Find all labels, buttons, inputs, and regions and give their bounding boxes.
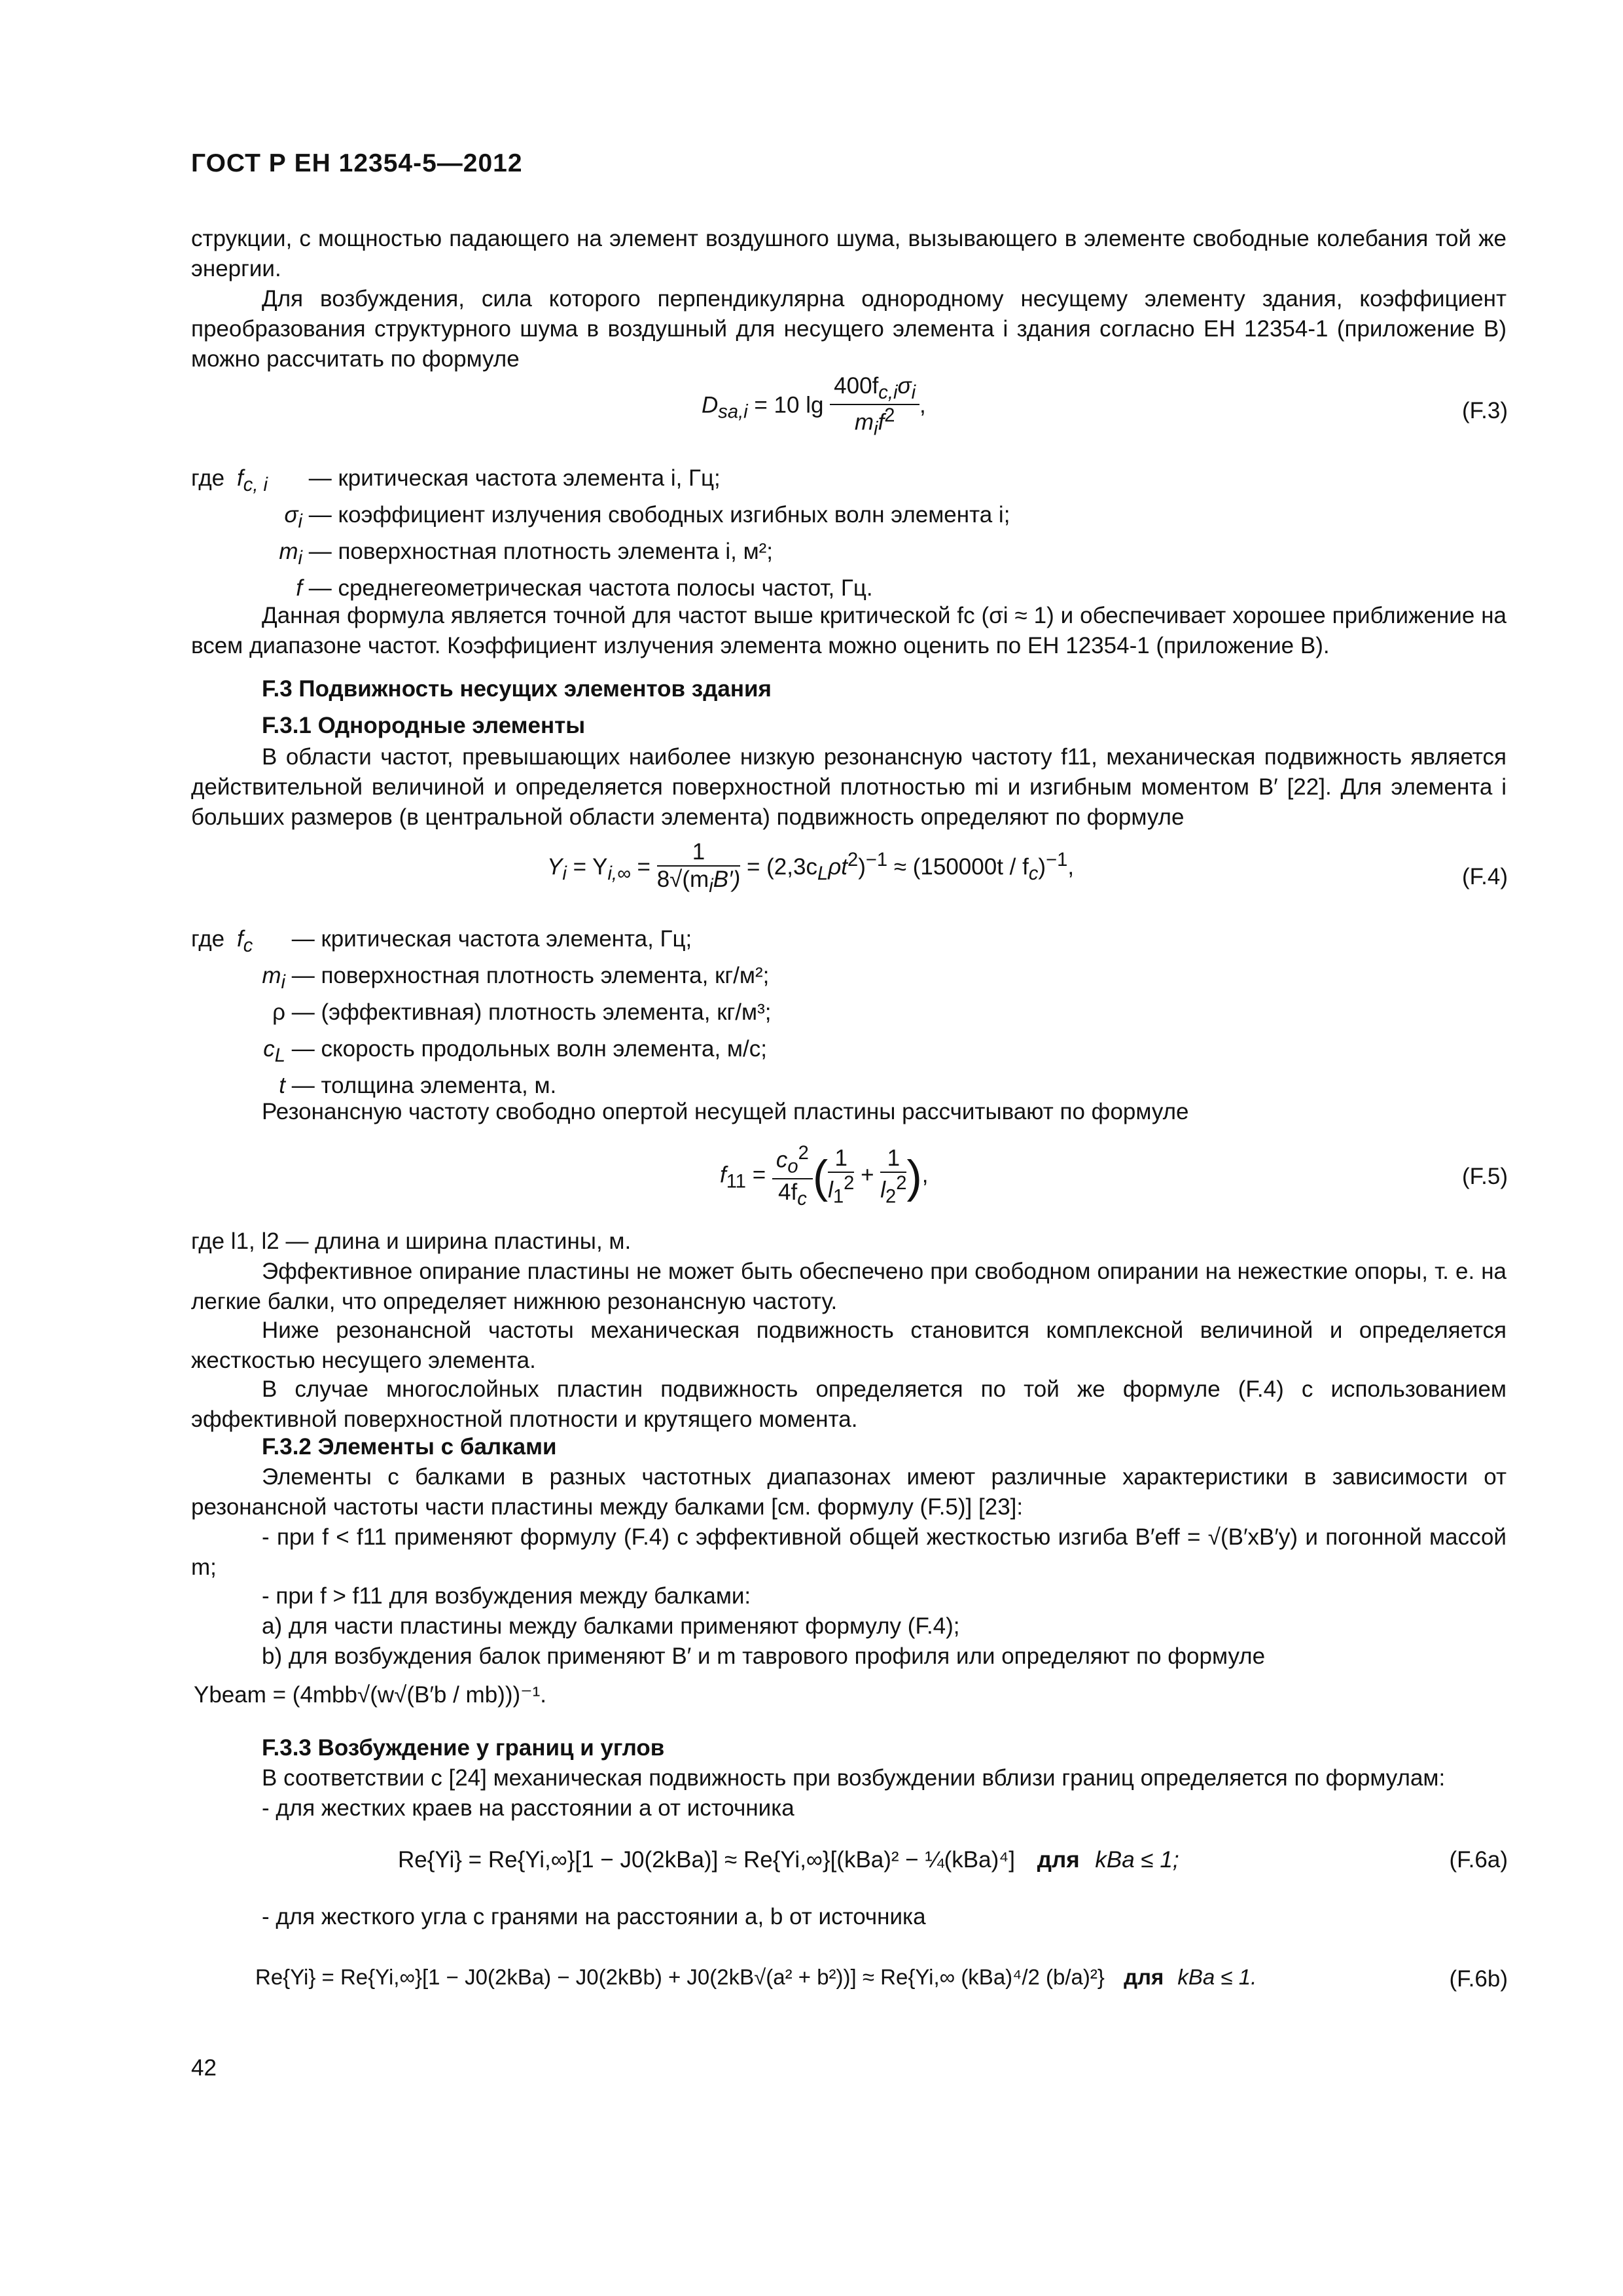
f4-eq2: = [630,853,657,880]
def-symbol: ρ [272,999,285,1025]
f3-num2-sub: i [911,382,916,403]
def-lead: где [191,465,225,491]
def-symbol: m [262,963,281,988]
f3-fraction [830,373,919,440]
f3-lhs: D [702,392,719,418]
f4-mid-sub: L [817,863,829,884]
formula-f3 [702,373,926,440]
f5-eq: = [746,1162,772,1188]
section-f33-title: F.3.3 Возбуждение у границ и углов [262,1735,665,1761]
def-lead: где [191,926,225,952]
f6b-condition: kBa ≤ 1. [1177,1965,1257,1989]
def-row [191,463,1010,500]
formula-f3-label: (F.3) [1462,398,1508,423]
paragraph-beams-case-a: a) для части пластины между балками применяют формулу (F.4); [262,1613,960,1639]
f5-a-den: l [828,1177,833,1203]
f4-fraction [657,839,741,897]
f6b-expression: Re{Yi} = Re{Yi,∞}[1 − J0(2kBa) − J0(2kBb) + J0(2kB√(a² + b²))] ≈ Re{Yi,∞ (kBa)⁴/2 (b/a)²} [255,1965,1105,1989]
paragraph-beams: Элементы с балками в разных частотных диапазонах имеют различные характеристики в зависимости от резонансной частоты части пластины между балками [см. формулу (F.5)] [23]: [191,1464,1507,1520]
def-symbol-sub: i [281,972,285,993]
definitions-list-2 [191,924,771,1107]
def-dash: — [291,999,315,1025]
f4-tail-sub: c [1028,863,1039,884]
def-symbol-sub: c, i [243,475,268,495]
paragraph-formula-note: Данная формула является точной для частот выше критической fc (σi ≈ 1) и обеспечивает хорошее приближение на всем диапазоне частот. Коэффициент излучения элемента можно оценить по ЕН 12354-1 (приложение В). [191,603,1507,658]
page-number: 42 [191,2055,217,2081]
paragraph-boundaries: В соответствии с [24] механическая подвижность при возбуждении вблизи границ определяется по формулам: [262,1765,1446,1791]
f4-eq1-sub: i,∞ [607,863,631,884]
paragraph-rigid-edges: - для жестких краев на расстоянии a от источника [262,1795,794,1821]
f5-tail: , [921,1162,929,1188]
def-symbol: m [279,539,298,564]
f3-lhs-sub: sa,i [718,401,748,423]
def-text: скорость продольных волн элемента, м/с; [321,1036,767,1062]
def-row [191,924,771,961]
paragraph-beams-case-b: b) для возбуждения балок применяют B′ и m таврового профиля или определяют по формуле [262,1643,1266,1669]
f3-den2-sup: 2 [884,405,895,426]
f4-mid2-sup: 2 [847,850,859,871]
f4-mid2: ρt [828,853,847,880]
f4-lhs: Y [547,853,563,880]
f5-paren-close: ) [906,1151,922,1202]
paragraph-effective-support: Эффективное опирание пластины не может быть обеспечено при свободном опирании на нежесткие опоры, т. е. на легкие балки, что определяет нижнюю резонансную частоту. [191,1259,1507,1314]
f5-lhs-sub: 11 [726,1171,747,1193]
formula-f5 [720,1143,929,1210]
section-f3-title: F.3 Подвижность несущих элементов здания [262,676,772,702]
formula-y-beam: Ybeam = (4mbb√(w√(B′b / mb)))⁻¹. [194,1682,546,1708]
formula-f4-label: (F.4) [1462,864,1508,889]
f6a-condition-word: для [1037,1847,1080,1873]
paragraph-resonance-intro: Резонансную частоту свободно опертой несущей пластины рассчитывают по формуле [262,1099,1189,1124]
paragraph-excitation: Для возбуждения, сила которого перпендикулярна однородному несущему элементу здания, коэффициент преобразования структурного шума в воздушный для несущего элемента i здания согласно ЕН 12354-1 (приложение В) можно рассчитать по формуле [191,286,1507,372]
f4-tail2: ) [1038,853,1046,880]
def-symbol: σ [284,502,298,528]
f6b-condition-word: для [1124,1965,1164,1989]
f5-a-den-sup: 2 [844,1172,855,1194]
def-row [191,500,1010,537]
f6a-condition: kBa ≤ 1; [1095,1847,1179,1873]
f4-tail3: , [1067,853,1075,880]
f5-b-den-sub: 2 [885,1186,897,1208]
f4-den: 8√(m [656,867,709,892]
f4-eq1: = Y [566,853,608,880]
f5-b-den: l [880,1177,886,1203]
paragraph-continuation: струкции, с мощностью падающего на элемент воздушного шума, вызывающего в элементе свободные колебания той же энергии. [191,226,1507,281]
section-f32-title: F.3.2 Элементы с балками [262,1434,557,1460]
f5-num: c [776,1147,788,1173]
f5-den-sub: c [797,1188,807,1210]
paragraph-below-resonance: Ниже резонансной частоты механическая подвижность становится комплексной величиной и определяется жесткостью несущего элемента. [191,1318,1507,1373]
def-symbol: c [263,1036,275,1062]
f3-den: m [854,409,874,435]
formula-f4 [547,839,1074,897]
f3-den2: f [878,409,885,435]
f5-num-sub: o [787,1156,798,1177]
def-row [191,537,1010,573]
f5-fraction [772,1143,813,1210]
formula-f6b [255,1965,1257,1990]
f4-mid3-sup: −1 [865,850,888,871]
f5-frac-a [828,1145,854,1208]
f3-den-sub: i [873,418,878,440]
paragraph-homogeneous: В области частот, превышающих наиболее низкую резонансную частоту f11, механическая подвижность является действительной величиной и определяется поверхностной плотностью mi и изгибным моментом B′ [22]. Для элемента i больших размеров (в центральной области элемента) подвижность определяют по формуле [191,744,1507,830]
def-dash: — [291,1036,315,1062]
f5-a-num: 1 [828,1145,854,1173]
def-text: среднегеометрическая частота полосы частот, Гц. [338,575,873,601]
definitions-list-1 [191,463,1010,610]
def-symbol-sub: c [243,935,253,956]
def-dash: — [291,926,315,952]
formula-f6a [398,1847,1179,1873]
def-symbol-sub: L [274,1045,285,1066]
def-symbol-sub: i [298,511,302,532]
f4-lhs-sub: i [562,863,567,884]
def-dash: — [308,575,332,601]
f4-den2: B′) [713,867,741,892]
def-dash: — [308,502,332,528]
def-symbol: f [237,465,243,491]
def-symbol: t [279,1073,285,1098]
f4-num: 1 [657,839,741,867]
def-text: коэффициент излучения свободных изгибных волн элемента i; [338,502,1010,528]
def-row [191,1034,771,1071]
paragraph-multilayer: В случае многослойных пластин подвижность определяется по той же формуле (F.4) с использованием эффективной поверхностной плотности и крутящего момента. [191,1376,1507,1432]
paragraph-rigid-corner: - для жесткого угла с гранями на расстоянии a, b от источника [262,1904,926,1929]
document-header: ГОСТ Р ЕН 12354-5—2012 [191,149,523,177]
def-symbol-sub: i [298,548,302,569]
def-row [191,961,771,997]
def-text: поверхностная плотность элемента i, м²; [338,539,774,564]
f5-b-num: 1 [880,1145,906,1173]
def-text: толщина элемента, м. [321,1073,557,1098]
f5-a-den-sub: 1 [832,1186,844,1208]
f3-num: 400f [834,373,879,399]
f3-num-sub: c,i [878,382,898,403]
formula-f5-label: (F.5) [1462,1164,1508,1189]
paragraph-beams-case-1: - при f < f11 применяют формулу (F.4) с эффективной общей жесткостью изгиба B′eff = √(B′xB′y) и погонной массой m; [191,1524,1507,1580]
def-dash: — [308,465,332,491]
f5-plus: + [854,1162,881,1188]
f4-tail: ≈ (150000t / f [887,853,1029,880]
def-text: критическая частота элемента i, Гц; [338,465,721,491]
def-text: поверхностная плотность элемента, кг/м²; [321,963,770,988]
f4-tail2-sup: −1 [1046,850,1068,871]
f5-b-den-sup: 2 [896,1172,907,1194]
f3-tail: , [919,392,926,418]
f5-num-sup: 2 [798,1143,809,1164]
def-dash: — [291,963,315,988]
f5-frac-b [880,1145,906,1208]
def-dash: — [291,1073,315,1098]
f4-mid3: ) [858,853,866,880]
f5-den: 4f [777,1179,798,1205]
f3-eq: = 10 lg [747,392,830,418]
paragraph-plate-dims: где l1, l2 — длина и ширина пластины, м. [191,1229,632,1254]
f5-lhs: f [720,1162,726,1188]
def-dash: — [308,539,332,564]
def-row [191,997,771,1034]
def-text: критическая частота элемента, Гц; [321,926,692,952]
def-symbol: f [296,575,302,601]
f5-paren-open: ( [812,1151,829,1202]
def-text: (эффективная) плотность элемента, кг/м³; [321,999,772,1025]
formula-f6b-label: (F.6b) [1449,1966,1508,1992]
paragraph-beams-case-2: - при f > f11 для возбуждения между балками: [262,1583,751,1609]
f3-num2: σ [897,373,912,399]
f6a-expression: Re{Yi} = Re{Yi,∞}[1 − J0(2kBa)] ≈ Re{Yi,∞}[(kBa)² − ¼(kBa)⁴] [398,1847,1016,1873]
def-symbol: f [237,926,243,952]
formula-f6a-label: (F.6a) [1449,1847,1508,1873]
section-f31-title: F.3.1 Однородные элементы [262,713,586,738]
f4-mid: = (2,3c [740,853,817,880]
f4-den-sub: i [709,876,713,897]
